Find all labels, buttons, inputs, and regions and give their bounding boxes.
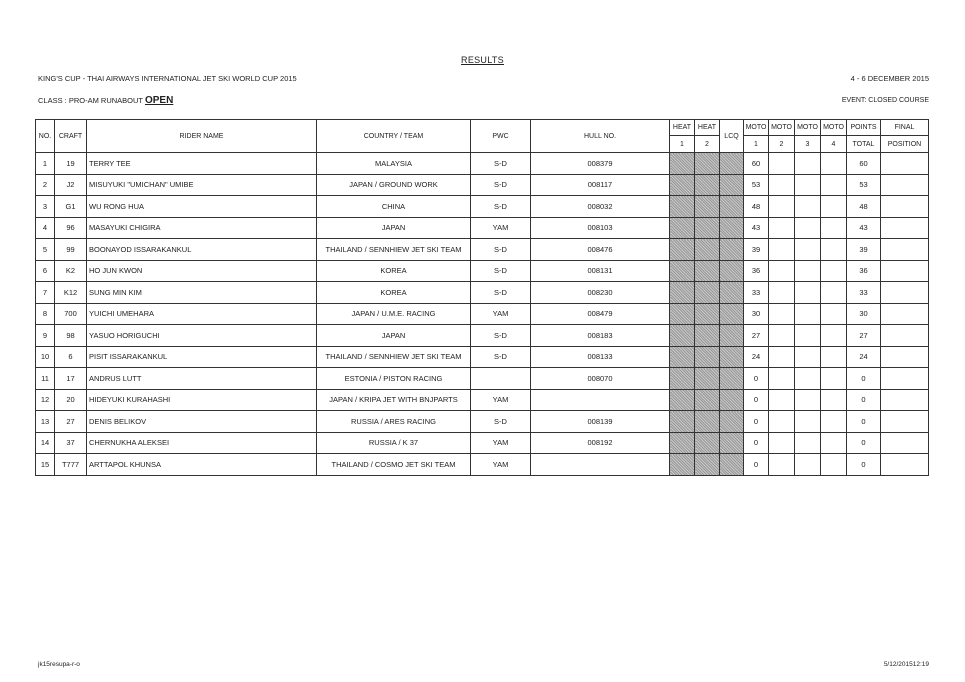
cell-moto-2 [769, 346, 795, 368]
table-row [36, 153, 929, 175]
cell-heat-1 [670, 217, 695, 239]
cell-moto-4 [821, 196, 847, 218]
moto-1-num: 1 [744, 136, 769, 153]
cell-moto-3 [795, 411, 821, 433]
cell-craft: 99 [55, 239, 87, 261]
cell-heat-1 [670, 303, 695, 325]
cell-craft: G1 [55, 196, 87, 218]
cell-moto-4 [821, 346, 847, 368]
cell-heat-1 [670, 239, 695, 261]
cell-rider: MASAYUKI CHIGIRA [87, 217, 317, 239]
cell-heat-1 [670, 325, 695, 347]
cell-pwc: S-D [471, 174, 531, 196]
cell-moto-3 [795, 153, 821, 175]
cell-final-position [881, 282, 929, 304]
cell-rider: MISUYUKI "UMICHAN" UMIBE [87, 174, 317, 196]
event-name: KING'S CUP - THAI AIRWAYS INTERNATIONAL JET SKI WORLD CUP 2015 [38, 74, 297, 83]
cell-country: JAPAN / U.M.E. RACING [317, 303, 471, 325]
cell-rider: HO JUN KWON [87, 260, 317, 282]
cell-rider: PISIT ISSARAKANKUL [87, 346, 317, 368]
cell-no: 5 [36, 239, 55, 261]
cell-moto-1: 24 [744, 346, 769, 368]
cell-pwc: YAM [471, 217, 531, 239]
cell-craft: T777 [55, 454, 87, 476]
cell-craft: K12 [55, 282, 87, 304]
col-total: TOTAL [847, 136, 881, 153]
cell-final-position [881, 303, 929, 325]
cell-moto-3 [795, 260, 821, 282]
cell-lcq [720, 303, 744, 325]
cell-moto-2 [769, 153, 795, 175]
table-row [36, 239, 929, 261]
class-label [38, 95, 173, 106]
cell-no: 15 [36, 454, 55, 476]
cell-moto-1: 33 [744, 282, 769, 304]
table-row [36, 325, 929, 347]
cell-country: CHINA [317, 196, 471, 218]
cell-pwc: S-D [471, 153, 531, 175]
cell-hull: 008117 [531, 174, 670, 196]
cell-lcq [720, 282, 744, 304]
cell-country: KOREA [317, 282, 471, 304]
cell-final-position [881, 196, 929, 218]
cell-no: 13 [36, 411, 55, 433]
col-pwc: PWC [471, 120, 531, 153]
cell-craft: 17 [55, 368, 87, 390]
cell-lcq [720, 368, 744, 390]
col-moto-3: MOTO [795, 120, 821, 136]
cell-moto-1: 48 [744, 196, 769, 218]
class-prefix: CLASS : PRO-AM RUNABOUT [38, 96, 145, 105]
cell-heat-2 [695, 217, 720, 239]
cell-moto-3 [795, 217, 821, 239]
table-row [36, 260, 929, 282]
cell-hull: 008139 [531, 411, 670, 433]
cell-no: 4 [36, 217, 55, 239]
cell-rider: DENIS BELIKOV [87, 411, 317, 433]
cell-country: RUSSIA / ARES RACING [317, 411, 471, 433]
cell-craft: K2 [55, 260, 87, 282]
cell-moto-1: 43 [744, 217, 769, 239]
cell-lcq [720, 411, 744, 433]
table-row [36, 411, 929, 433]
results-body [36, 153, 929, 476]
cell-no: 8 [36, 303, 55, 325]
cell-moto-4 [821, 454, 847, 476]
cell-country: RUSSIA / K 37 [317, 432, 471, 454]
cell-heat-1 [670, 174, 695, 196]
cell-rider: ANDRUS LUTT [87, 368, 317, 390]
cell-total: 24 [847, 346, 881, 368]
cell-craft: 98 [55, 325, 87, 347]
cell-heat-1 [670, 346, 695, 368]
cell-rider: TERRY TEE [87, 153, 317, 175]
cell-no: 1 [36, 153, 55, 175]
cell-heat-1 [670, 260, 695, 282]
cell-final-position [881, 217, 929, 239]
cell-moto-4 [821, 368, 847, 390]
cell-country: ESTONIA / PISTON RACING [317, 368, 471, 390]
table-row [36, 368, 929, 390]
cell-moto-3 [795, 239, 821, 261]
cell-moto-4 [821, 260, 847, 282]
cell-pwc: S-D [471, 196, 531, 218]
cell-moto-3 [795, 196, 821, 218]
cell-heat-1 [670, 153, 695, 175]
col-moto-1: MOTO [744, 120, 769, 136]
cell-no: 14 [36, 432, 55, 454]
cell-hull: 008070 [531, 368, 670, 390]
cell-country: THAILAND / COSMO JET SKI TEAM [317, 454, 471, 476]
cell-moto-2 [769, 432, 795, 454]
cell-pwc [471, 368, 531, 390]
col-no: NO. [36, 120, 55, 153]
cell-craft: J2 [55, 174, 87, 196]
cell-craft: 96 [55, 217, 87, 239]
cell-hull: 008103 [531, 217, 670, 239]
cell-pwc: YAM [471, 303, 531, 325]
cell-moto-1: 0 [744, 454, 769, 476]
cell-heat-1 [670, 368, 695, 390]
cell-hull: 008032 [531, 196, 670, 218]
cell-craft: 700 [55, 303, 87, 325]
cell-heat-2 [695, 239, 720, 261]
cell-pwc: YAM [471, 389, 531, 411]
cell-total: 33 [847, 282, 881, 304]
cell-lcq [720, 239, 744, 261]
header-row [36, 120, 929, 136]
cell-hull [531, 389, 670, 411]
event-type: EVENT: CLOSED COURSE [841, 97, 929, 104]
cell-craft: 19 [55, 153, 87, 175]
cell-total: 0 [847, 411, 881, 433]
cell-hull: 008133 [531, 346, 670, 368]
cell-pwc: S-D [471, 239, 531, 261]
cell-no: 9 [36, 325, 55, 347]
cell-pwc: S-D [471, 411, 531, 433]
cell-total: 0 [847, 454, 881, 476]
cell-no: 2 [36, 174, 55, 196]
cell-moto-4 [821, 239, 847, 261]
cell-heat-2 [695, 303, 720, 325]
table-row [36, 454, 929, 476]
cell-hull: 008379 [531, 153, 670, 175]
cell-craft: 27 [55, 411, 87, 433]
cell-moto-3 [795, 282, 821, 304]
cell-final-position [881, 454, 929, 476]
col-heat-2: HEAT [695, 120, 720, 136]
col-moto-4: MOTO [821, 120, 847, 136]
cell-country: MALAYSIA [317, 153, 471, 175]
cell-rider: ARTTAPOL KHUNSA [87, 454, 317, 476]
cell-heat-2 [695, 174, 720, 196]
class-open: OPEN [144, 95, 174, 106]
cell-lcq [720, 346, 744, 368]
cell-hull [531, 454, 670, 476]
cell-moto-2 [769, 196, 795, 218]
cell-heat-2 [695, 368, 720, 390]
cell-rider: HIDEYUKI KURAHASHI [87, 389, 317, 411]
cell-pwc: S-D [471, 325, 531, 347]
cell-country: THAILAND / SENNHIEW JET SKI TEAM [317, 239, 471, 261]
table-row [36, 303, 929, 325]
cell-craft: 6 [55, 346, 87, 368]
col-final: FINAL [881, 120, 929, 136]
cell-country: KOREA [317, 260, 471, 282]
cell-country: JAPAN [317, 217, 471, 239]
cell-hull: 008476 [531, 239, 670, 261]
cell-moto-4 [821, 411, 847, 433]
cell-moto-2 [769, 411, 795, 433]
moto-2-num: 2 [769, 136, 795, 153]
cell-total: 27 [847, 325, 881, 347]
cell-lcq [720, 260, 744, 282]
moto-4-num: 4 [821, 136, 847, 153]
cell-rider: WU RONG HUA [87, 196, 317, 218]
cell-final-position [881, 346, 929, 368]
heat-1-num: 1 [670, 136, 695, 153]
cell-pwc: YAM [471, 454, 531, 476]
cell-heat-2 [695, 325, 720, 347]
cell-lcq [720, 196, 744, 218]
cell-heat-1 [670, 432, 695, 454]
cell-moto-3 [795, 368, 821, 390]
cell-moto-1: 36 [744, 260, 769, 282]
cell-moto-1: 0 [744, 368, 769, 390]
cell-rider: CHERNUKHA ALEKSEI [87, 432, 317, 454]
cell-moto-1: 53 [744, 174, 769, 196]
table-row [36, 282, 929, 304]
cell-moto-2 [769, 174, 795, 196]
cell-total: 0 [847, 368, 881, 390]
cell-craft: 37 [55, 432, 87, 454]
cell-final-position [881, 325, 929, 347]
cell-no: 10 [36, 346, 55, 368]
cell-moto-1: 39 [744, 239, 769, 261]
cell-moto-4 [821, 432, 847, 454]
cell-final-position [881, 260, 929, 282]
cell-total: 60 [847, 153, 881, 175]
cell-final-position [881, 153, 929, 175]
cell-lcq [720, 174, 744, 196]
cell-moto-3 [795, 389, 821, 411]
cell-hull: 008131 [531, 260, 670, 282]
cell-pwc: S-D [471, 260, 531, 282]
cell-total: 36 [847, 260, 881, 282]
cell-no: 6 [36, 260, 55, 282]
cell-moto-2 [769, 217, 795, 239]
cell-moto-2 [769, 260, 795, 282]
cell-hull: 008230 [531, 282, 670, 304]
cell-rider: SUNG MIN KIM [87, 282, 317, 304]
cell-moto-4 [821, 174, 847, 196]
cell-heat-2 [695, 454, 720, 476]
cell-moto-1: 0 [744, 389, 769, 411]
cell-moto-1: 27 [744, 325, 769, 347]
cell-pwc: YAM [471, 432, 531, 454]
cell-country: JAPAN [317, 325, 471, 347]
table-row [36, 196, 929, 218]
cell-moto-3 [795, 454, 821, 476]
cell-heat-1 [670, 282, 695, 304]
results-table [35, 119, 929, 476]
page-title: RESULTS [461, 55, 504, 65]
col-craft: CRAFT [55, 120, 87, 153]
cell-final-position [881, 432, 929, 454]
cell-moto-4 [821, 282, 847, 304]
cell-moto-2 [769, 368, 795, 390]
cell-final-position [881, 368, 929, 390]
cell-moto-4 [821, 303, 847, 325]
cell-craft: 20 [55, 389, 87, 411]
cell-lcq [720, 454, 744, 476]
col-lcq: LCQ [720, 120, 744, 153]
cell-lcq [720, 153, 744, 175]
cell-total: 30 [847, 303, 881, 325]
table-row [36, 174, 929, 196]
cell-heat-2 [695, 411, 720, 433]
cell-no: 7 [36, 282, 55, 304]
cell-heat-2 [695, 282, 720, 304]
footer-timestamp: 5/12/201512:19 [883, 661, 929, 668]
footer-code: jk15resupa-r-o [38, 661, 80, 668]
cell-no: 12 [36, 389, 55, 411]
table-row [36, 217, 929, 239]
cell-no: 3 [36, 196, 55, 218]
cell-total: 0 [847, 432, 881, 454]
cell-heat-2 [695, 196, 720, 218]
cell-moto-2 [769, 239, 795, 261]
cell-moto-2 [769, 325, 795, 347]
col-country: COUNTRY / TEAM [317, 120, 471, 153]
cell-moto-2 [769, 454, 795, 476]
cell-lcq [720, 325, 744, 347]
event-dates: 4 - 6 DECEMBER 2015 [850, 74, 929, 83]
cell-moto-1: 0 [744, 432, 769, 454]
cell-rider: BOONAYOD ISSARAKANKUL [87, 239, 317, 261]
cell-rider: YASUO HORIGUCHI [87, 325, 317, 347]
cell-moto-4 [821, 325, 847, 347]
table-row [36, 432, 929, 454]
cell-lcq [720, 432, 744, 454]
cell-moto-3 [795, 303, 821, 325]
cell-heat-1 [670, 411, 695, 433]
col-hull: HULL NO. [531, 120, 670, 153]
cell-moto-4 [821, 389, 847, 411]
cell-hull: 008192 [531, 432, 670, 454]
cell-pwc: S-D [471, 346, 531, 368]
table-row [36, 389, 929, 411]
cell-moto-2 [769, 303, 795, 325]
cell-total: 53 [847, 174, 881, 196]
cell-country: JAPAN / GROUND WORK [317, 174, 471, 196]
cell-final-position [881, 174, 929, 196]
cell-moto-4 [821, 217, 847, 239]
cell-moto-1: 60 [744, 153, 769, 175]
cell-heat-2 [695, 389, 720, 411]
cell-total: 43 [847, 217, 881, 239]
col-points: POINTS [847, 120, 881, 136]
cell-moto-2 [769, 282, 795, 304]
cell-final-position [881, 239, 929, 261]
cell-moto-1: 30 [744, 303, 769, 325]
cell-moto-2 [769, 389, 795, 411]
cell-heat-2 [695, 432, 720, 454]
cell-moto-3 [795, 432, 821, 454]
heat-2-num: 2 [695, 136, 720, 153]
table-row [36, 346, 929, 368]
cell-total: 48 [847, 196, 881, 218]
cell-hull: 008479 [531, 303, 670, 325]
cell-heat-1 [670, 196, 695, 218]
cell-heat-1 [670, 389, 695, 411]
cell-lcq [720, 389, 744, 411]
col-rider: RIDER NAME [87, 120, 317, 153]
col-heat-1: HEAT [670, 120, 695, 136]
cell-moto-3 [795, 174, 821, 196]
cell-pwc: S-D [471, 282, 531, 304]
cell-final-position [881, 389, 929, 411]
cell-moto-3 [795, 346, 821, 368]
cell-country: THAILAND / SENNHIEW JET SKI TEAM [317, 346, 471, 368]
col-moto-2: MOTO [769, 120, 795, 136]
cell-heat-1 [670, 454, 695, 476]
cell-lcq [720, 217, 744, 239]
cell-heat-2 [695, 260, 720, 282]
cell-hull: 008183 [531, 325, 670, 347]
cell-no: 11 [36, 368, 55, 390]
moto-3-num: 3 [795, 136, 821, 153]
cell-total: 0 [847, 389, 881, 411]
cell-total: 39 [847, 239, 881, 261]
cell-heat-2 [695, 346, 720, 368]
cell-country: JAPAN / KRIPA JET WITH BNJPARTS [317, 389, 471, 411]
cell-moto-1: 0 [744, 411, 769, 433]
cell-final-position [881, 411, 929, 433]
cell-moto-4 [821, 153, 847, 175]
col-position: POSITION [881, 136, 929, 153]
cell-heat-2 [695, 153, 720, 175]
cell-rider: YUICHI UMEHARA [87, 303, 317, 325]
cell-moto-3 [795, 325, 821, 347]
